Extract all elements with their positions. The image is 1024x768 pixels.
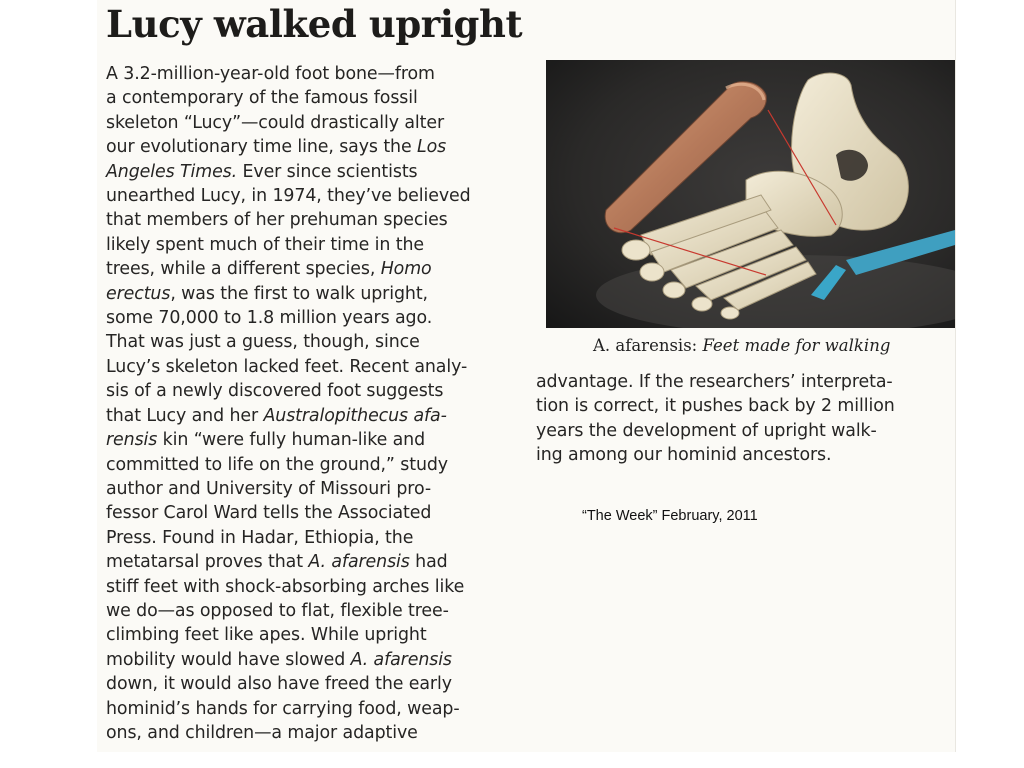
article-line (106, 306, 536, 330)
text-run: stiff feet with shock-absorbing arches like (106, 576, 465, 597)
article-line (106, 550, 536, 574)
italic-text: A. afarensis (350, 649, 452, 670)
text-run: kin “were fully human-like and (157, 430, 426, 451)
text-run: Lucy’s skeleton lacked feet. Recent analy- (106, 356, 468, 377)
italic-text: rensis (106, 430, 158, 451)
foot-skeleton-photo (546, 60, 955, 328)
article-line (106, 721, 536, 745)
article-line (106, 672, 536, 696)
italic-text: Australopithecus afa- (263, 405, 447, 426)
article-line: tion is correct, it pushes back by 2 million (536, 396, 895, 417)
article-line: advantage. If the researchers’ interpreta- (536, 372, 893, 392)
text-run: sis of a newly discovered foot suggests (106, 381, 444, 402)
text-run: Press. Found in Hadar, Ethiopia, the (106, 527, 414, 548)
text-run: That was just a guess, though, since (106, 332, 420, 353)
text-run: some 70,000 to 1.8 million years ago. (106, 308, 433, 329)
article-continuation (536, 370, 956, 468)
article-line (106, 404, 536, 428)
article-line (106, 160, 536, 184)
article-line (106, 575, 536, 599)
article-line (106, 623, 536, 647)
text-run: fessor Carol Ward tells the Associated (106, 503, 432, 524)
text-run: likely spent much of their time in the (106, 234, 424, 255)
text-run: down, it would also have freed the early (106, 674, 452, 695)
text-run: ons, and children—a major adaptive (106, 722, 418, 743)
article-line (106, 501, 536, 525)
italic-text: erectus (106, 283, 171, 304)
text-run: , was the first to walk upright, (170, 283, 428, 304)
article-line (106, 184, 536, 208)
article-line (106, 453, 536, 477)
article-line (106, 355, 536, 379)
text-run: metatarsal proves that (106, 552, 309, 573)
text-run: trees, while a different species, (106, 259, 381, 280)
text-run: hominid’s hands for carrying food, weap- (106, 698, 460, 719)
article-line: years the development of upright walk- (536, 420, 877, 441)
text-run: had (409, 552, 448, 573)
text-run: we do—as opposed to flat, flexible tree- (106, 600, 449, 621)
foot-skeleton-illustration (546, 60, 955, 328)
text-run: a contemporary of the famous fossil (106, 88, 418, 109)
article-line (106, 257, 536, 281)
source-note: “The Week” February, 2011 (582, 508, 758, 524)
italic-text: A. afarensis (308, 552, 410, 573)
article-line: ing among our hominid ancestors. (536, 445, 832, 466)
text-run: committed to life on the ground,” study (106, 454, 449, 475)
article-line (106, 282, 536, 306)
article-line (106, 208, 536, 232)
article-line (106, 526, 536, 550)
article-line (106, 599, 536, 623)
article-line (106, 428, 536, 452)
text-run: our evolutionary time line, says the (106, 137, 417, 158)
text-run: Ever since scientists (237, 161, 418, 182)
text-run: that members of her prehuman species (106, 210, 448, 231)
headline: Lucy walked upright (106, 2, 523, 46)
text-run: A 3.2-million-year-old foot bone—from (106, 64, 435, 84)
article-line (106, 330, 536, 354)
article-line (106, 697, 536, 721)
text-run: author and University of Missouri pro- (106, 478, 432, 499)
text-run: skeleton “Lucy”—could drastically alter (106, 112, 445, 133)
article-line (106, 233, 536, 257)
article-line (106, 648, 536, 672)
text-run: unearthed Lucy, in 1974, they’ve believed (106, 186, 471, 207)
text-run: mobility would have slowed (106, 649, 351, 670)
caption-species: A. afarensis: (593, 336, 698, 355)
text-run: climbing feet like apes. While upright (106, 625, 427, 646)
text-run: that Lucy and her (106, 405, 264, 426)
article-line (106, 62, 536, 86)
italic-text: Angeles Times. (106, 161, 238, 182)
article-line (106, 111, 536, 135)
article-line (106, 379, 536, 403)
article-body (106, 62, 536, 745)
italic-text: Los (417, 137, 447, 158)
caption-text: Feet made for walking (702, 336, 891, 355)
article-line (106, 86, 536, 110)
italic-text: Homo (380, 259, 432, 280)
article-line (106, 477, 536, 501)
photo-caption (593, 336, 890, 355)
article-line (106, 135, 536, 159)
